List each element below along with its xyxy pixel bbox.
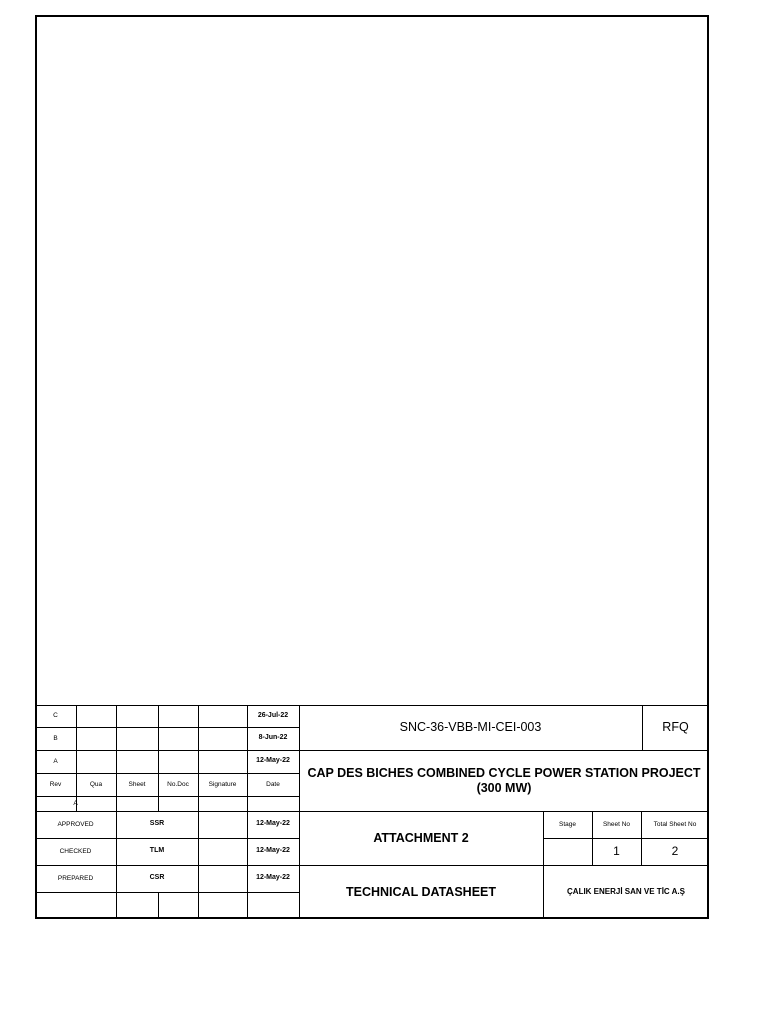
checked-label: CHECKED <box>59 847 92 855</box>
rev-a-label: A <box>53 757 58 765</box>
rev-a-date: 12-May-22 <box>256 757 290 765</box>
total-sheet-label: Total Sheet No <box>653 820 697 828</box>
document-number: SNC-36-VBB-MI-CEI-003 <box>399 720 542 735</box>
sheet-no-value: 1 <box>613 843 620 858</box>
title-block <box>35 705 709 919</box>
header-qua: Qua <box>89 780 103 788</box>
checked-initials: TLM <box>149 847 165 855</box>
project-title-line1: CAP DES BICHES COMBINED CYCLE POWER STATION PROJECT <box>307 766 701 781</box>
prepared-label: PREPARED <box>57 874 94 882</box>
attachment-title: ATTACHMENT 2 <box>373 830 469 845</box>
header-sheet: Sheet <box>128 780 146 788</box>
project-title <box>299 750 709 811</box>
rev-c-date: 26-Jul-22 <box>257 711 289 719</box>
header-date: Date <box>266 780 280 788</box>
header-nodoc: No.Doc <box>167 780 189 788</box>
approved-initials: SSR <box>149 820 165 828</box>
header-signature: Signature <box>208 780 237 788</box>
rev-b-date: 8-Jun-22 <box>258 734 288 742</box>
document-type: TECHNICAL DATASHEET <box>346 884 496 899</box>
document-status: RFQ <box>662 720 689 735</box>
approved-date: 12-May-22 <box>256 820 290 828</box>
prepared-initials: CSR <box>149 874 165 882</box>
checked-date: 12-May-22 <box>256 847 290 855</box>
approved-label: APPROVED <box>57 820 94 828</box>
prepared-date: 12-May-22 <box>256 874 290 882</box>
project-title-line2: (300 MW) <box>476 780 532 795</box>
stage-label: Stage <box>559 820 576 828</box>
header-rev: Rev <box>49 780 62 788</box>
rev-c-label: C <box>53 712 58 720</box>
stage-value <box>543 838 592 865</box>
current-rev: A <box>73 799 78 807</box>
sheet-no-label: Sheet No <box>602 820 631 828</box>
company-name: ÇALIK ENERJİ SAN VE TİC A.Ş <box>567 887 685 897</box>
rev-b-label: B <box>53 734 58 742</box>
total-sheets-value: 2 <box>671 843 679 858</box>
